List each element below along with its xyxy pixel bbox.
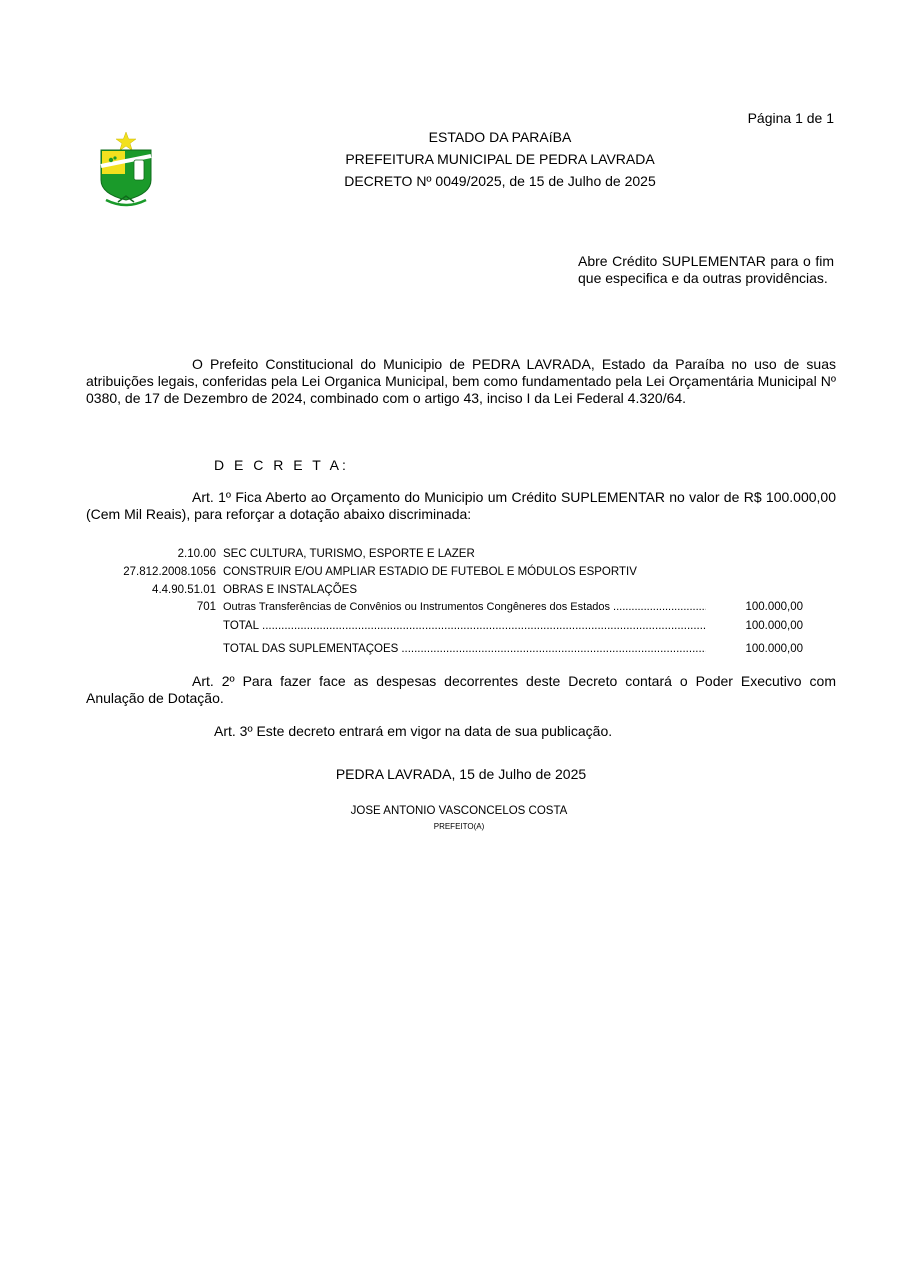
grand-total-row xyxy=(0,643,900,659)
signer-role: PREFEITO(A) xyxy=(433,822,485,831)
table-row xyxy=(0,566,900,582)
total-row xyxy=(0,620,900,636)
preamble-text: O Prefeito Constitucional do Municipio de PEDRA LAVRADA, Estado da Paraíba no uso de suas atribuições legais, conferidas pela Lei Organica Municipal, bem como fundamentado pela Lei Orçamentária Municipal Nº 0380, de 17 de Dezembro de 2024, combinado com o artigo 43, inciso I da Lei Federal 4.320/64. xyxy=(86,356,836,406)
decreta-heading: D E C R E T A: xyxy=(214,457,349,473)
table-row xyxy=(0,601,900,617)
article-1-text: Art. 1º Fica Aberto ao Orçamento do Municipio um Crédito SUPLEMENTAR no valor de R$ 100.000,00 (Cem Mil Reais), para reforçar a dotação abaixo discriminada: xyxy=(86,489,836,522)
preamble-paragraph xyxy=(86,356,836,407)
crest-star-icon xyxy=(116,132,136,151)
row-code: 701 xyxy=(196,601,216,613)
municipal-crest-logo xyxy=(98,130,154,208)
total-amount: 100.000,00 xyxy=(745,620,803,632)
article-2-text: Art. 2º Para fazer face as despesas decorrentes deste Decreto contará o Poder Executivo com Anulação de Dotação. xyxy=(86,673,836,706)
row-code: 4.4.90.51.01 xyxy=(152,584,216,596)
article-1 xyxy=(86,489,836,523)
article-3: Art. 3º Este decreto entrará em vigor na data de sua publicação. xyxy=(214,723,613,739)
table-row xyxy=(0,548,900,564)
row-code: 2.10.00 xyxy=(177,548,216,560)
page-number: Página 1 de 1 xyxy=(747,110,834,126)
table-row xyxy=(0,584,900,600)
grand-total-amount: 100.000,00 xyxy=(745,643,803,655)
signer-name: JOSE ANTONIO VASCONCELOS COSTA xyxy=(350,805,568,817)
header-state: ESTADO DA PARAíBA xyxy=(428,129,572,145)
row-description: Outras Transferências de Convênios ou Instrumentos Congêneres dos Estados ..... xyxy=(223,601,706,613)
row-description: OBRAS E INSTALAÇÕES xyxy=(223,584,357,596)
header-decree-title: DECRETO Nº 0049/2025, de 15 de Julho de 2025 xyxy=(344,173,656,189)
row-description: SEC CULTURA, TURISMO, ESPORTE E LAZER xyxy=(223,548,475,560)
grand-total-label: TOTAL DAS SUPLEMENTAÇÕES ..... xyxy=(223,643,706,655)
decree-summary: Abre Crédito SUPLEMENTAR para o fim que especifica e da outras providências. xyxy=(578,253,834,286)
total-label: TOTAL ..... xyxy=(223,620,706,632)
row-amount: 100.000,00 xyxy=(745,601,803,613)
header-municipality: PREFEITURA MUNICIPAL DE PEDRA LAVRADA xyxy=(345,151,655,167)
document-header xyxy=(300,126,700,192)
row-code: 27.812.2008.1056 xyxy=(123,566,216,578)
place-date: PEDRA LAVRADA, 15 de Julho de 2025 xyxy=(335,766,587,782)
article-2 xyxy=(86,673,836,707)
row-description: CONSTRUIR E/OU AMPLIAR ESTADIO DE FUTEBOL E MÓDULOS ESPORTIV xyxy=(223,566,637,578)
